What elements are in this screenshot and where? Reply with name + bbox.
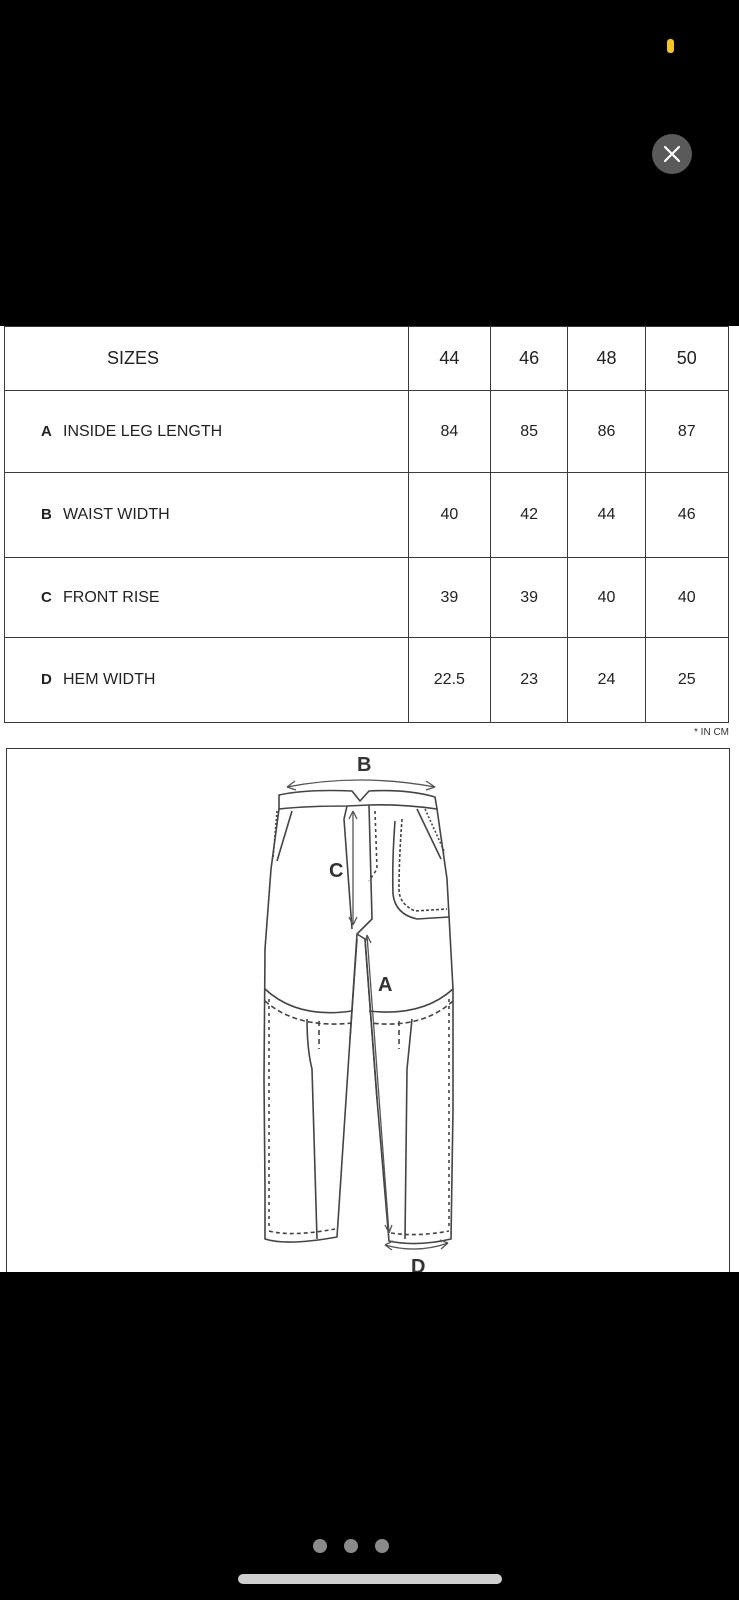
table-cell: 22.5 <box>408 638 490 723</box>
table-cell: 40 <box>408 473 490 558</box>
measurement-letter: D <box>41 671 52 688</box>
diagram-label-d: D <box>411 1256 426 1278</box>
table-cell: 40 <box>645 558 728 638</box>
pants-diagram <box>6 748 730 1278</box>
measurement-label <box>5 391 409 473</box>
measurement-label <box>5 638 409 723</box>
table-cell: 86 <box>568 391 645 473</box>
size-48-header: 48 <box>568 327 645 391</box>
measurement-label <box>5 558 409 638</box>
diagram-label-a: A <box>378 974 393 996</box>
close-icon <box>663 145 681 163</box>
page-indicator[interactable] <box>313 1539 389 1553</box>
table-cell: 84 <box>408 391 490 473</box>
table-cell: 46 <box>645 473 728 558</box>
close-button[interactable] <box>652 134 692 174</box>
measurement-letter: A <box>41 422 52 440</box>
table-cell: 23 <box>491 638 568 723</box>
table-row <box>5 391 729 473</box>
table-cell: 40 <box>568 558 645 638</box>
table-row <box>5 638 729 723</box>
table-cell: 87 <box>645 391 728 473</box>
table-cell: 85 <box>491 391 568 473</box>
pants-illustration <box>7 749 731 1278</box>
status-indicator <box>667 39 674 53</box>
home-indicator[interactable] <box>238 1574 502 1584</box>
table-row <box>5 558 729 638</box>
measurement-letter: B <box>41 506 52 523</box>
measurement-label <box>5 473 409 558</box>
measurement-name: INSIDE LEG LENGTH <box>63 422 223 440</box>
diagram-label-b: B <box>357 754 372 776</box>
measurement-letter: C <box>41 588 52 606</box>
size-chart-image <box>0 326 739 1278</box>
measurement-name: FRONT RISE <box>63 588 160 606</box>
size-table <box>4 326 729 723</box>
table-cell: 25 <box>645 638 728 723</box>
table-cell: 39 <box>491 558 568 638</box>
sizes-header: SIZES <box>5 327 409 391</box>
table-cell: 44 <box>568 473 645 558</box>
diagram-label-c: C <box>329 860 344 882</box>
page-dot[interactable] <box>344 1539 358 1553</box>
table-cell: 24 <box>568 638 645 723</box>
table-cell: 42 <box>491 473 568 558</box>
table-row <box>5 473 729 558</box>
page-dot[interactable] <box>313 1539 327 1553</box>
size-44-header: 44 <box>408 327 490 391</box>
unit-note: * IN CM <box>694 727 729 738</box>
measurement-name: WAIST WIDTH <box>63 506 170 523</box>
size-46-header: 46 <box>491 327 568 391</box>
page-dot[interactable] <box>375 1539 389 1553</box>
measurement-name: HEM WIDTH <box>63 671 156 688</box>
size-header-row <box>5 327 729 391</box>
size-50-header: 50 <box>645 327 728 391</box>
table-cell: 39 <box>408 558 490 638</box>
